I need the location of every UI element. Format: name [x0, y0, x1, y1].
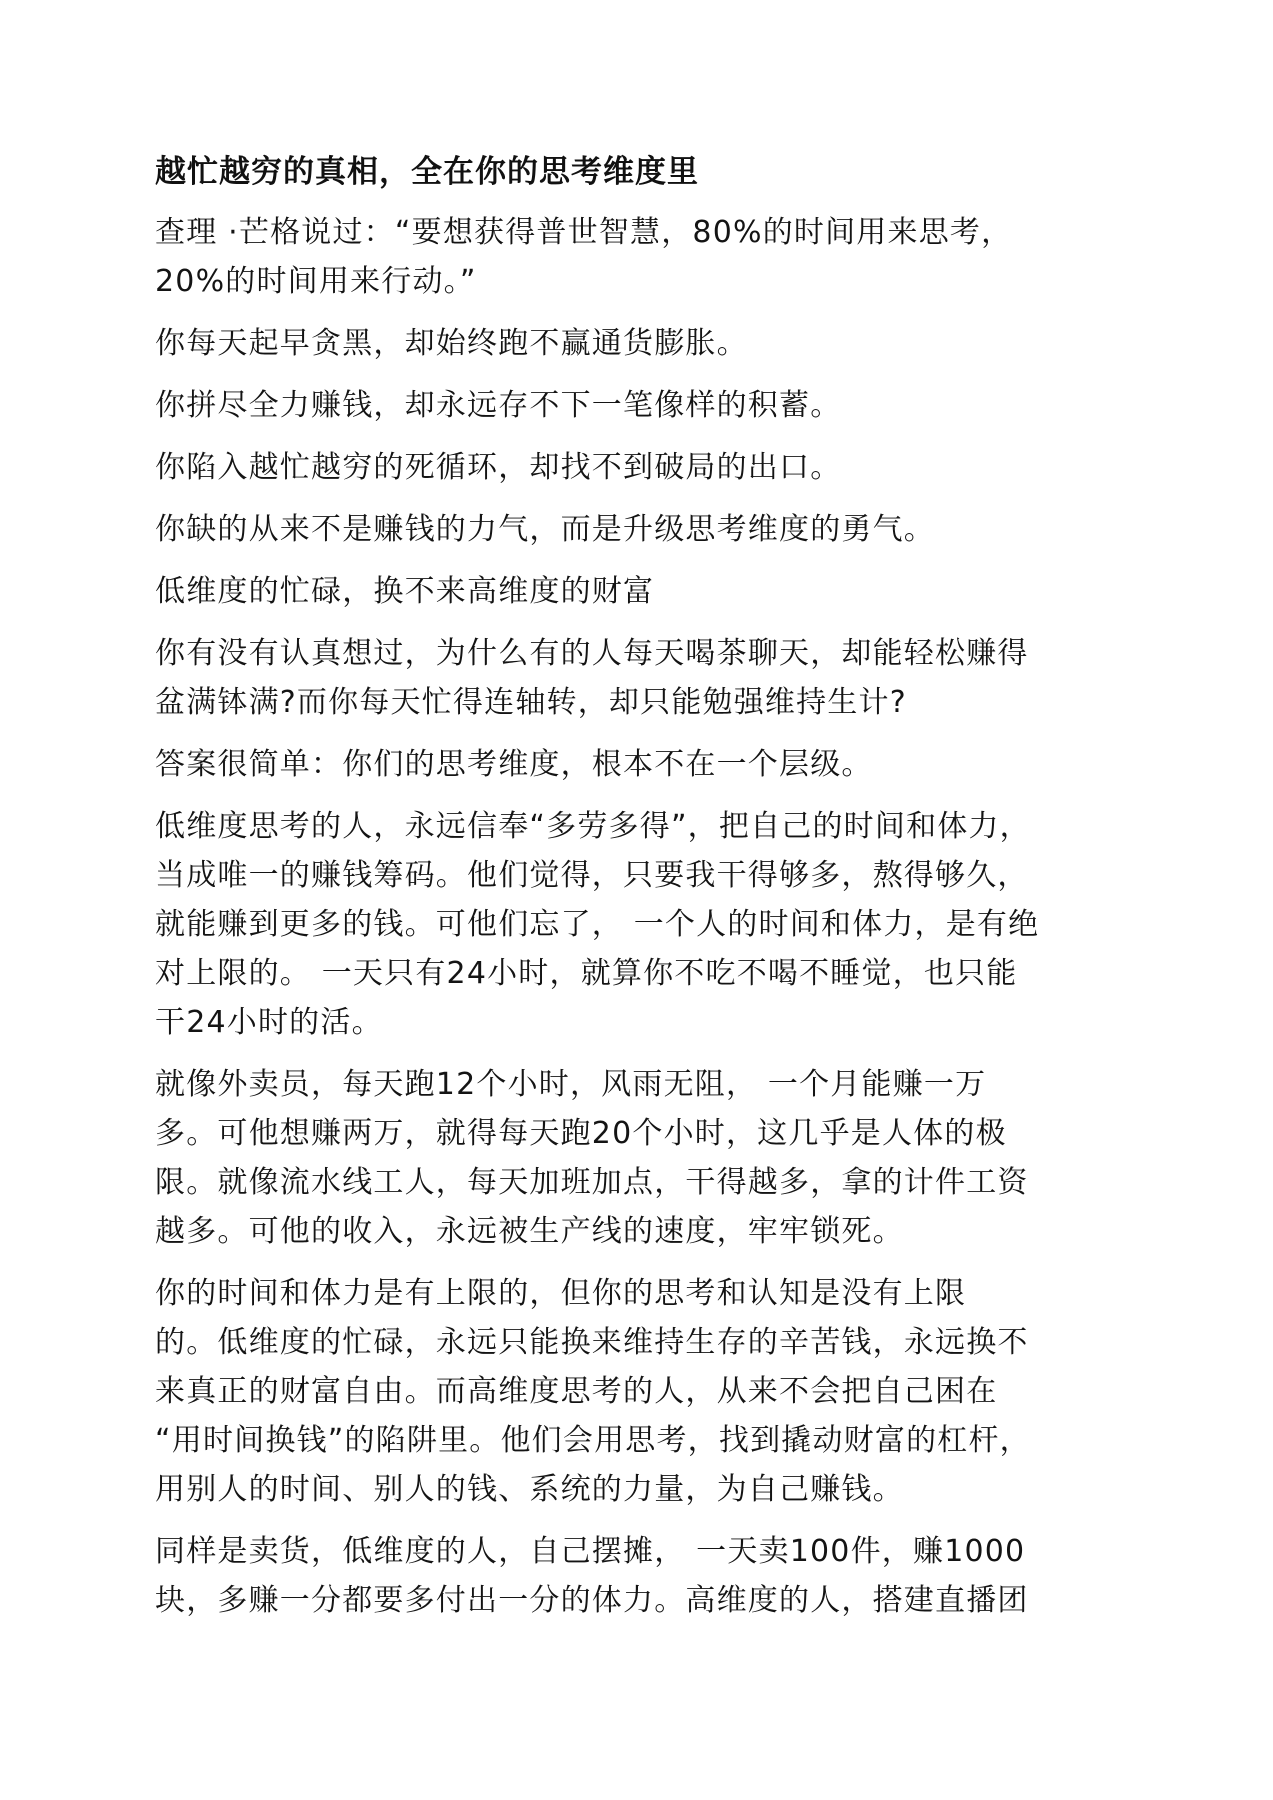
text-line: 当成唯一的赚钱筹码。他们觉得，只要我干得够多，熬得够久， — [155, 858, 1029, 893]
paragraph — [155, 1527, 1120, 1625]
paragraph — [155, 1060, 1120, 1256]
paragraph — [155, 1269, 1120, 1514]
text-line: 低维度思考的人，永远信奉“多劳多得”，把自己的时间和体力， — [155, 809, 1031, 844]
text-line: 你的时间和体力是有上限的，但你的思考和认知是没有上限 — [155, 1276, 967, 1311]
article — [155, 148, 1120, 1638]
text-line: 你有没有认真想过，为什么有的人每天喝茶聊天，却能轻松赚得 — [155, 636, 1029, 671]
text-line: 盆满钵满?而你每天忙得连轴转，却只能勉强维持生计? — [155, 685, 907, 720]
article-body — [155, 208, 1120, 1625]
text-line: 就能赚到更多的钱。可他们忘了， 一个人的时间和体力，是有绝 — [155, 907, 1040, 942]
text-line: 对上限的。 一天只有24小时，就算你不吃不喝不睡觉，也只能 — [155, 956, 1018, 991]
paragraph — [155, 629, 1120, 727]
text-line: 你每天起早贪黑，却始终跑不赢通货膨胀。 — [155, 326, 748, 361]
text-line: 就像外卖员，每天跑12个小时，风雨无阻， 一个月能赚一万 — [155, 1067, 987, 1102]
paragraph — [155, 208, 1120, 306]
text-line: “用时间换钱”的陷阱里。他们会用思考，找到撬动财富的杠杆， — [155, 1423, 1031, 1458]
paragraph — [155, 319, 1120, 368]
paragraph — [155, 381, 1120, 430]
text-line: 低维度的忙碌，换不来高维度的财富 — [155, 574, 655, 609]
text-line: 20%的时间用来行动。” — [155, 264, 477, 299]
text-line: 你拼尽全力赚钱，却永远存不下一笔像样的积蓄。 — [155, 388, 842, 423]
text-line: 答案很简单：你们的思考维度，根本不在一个层级。 — [155, 747, 873, 782]
text-line: 块，多赚一分都要多付出一分的体力。高维度的人，搭建直播团 — [155, 1583, 1029, 1618]
text-line: 用别人的时间、别人的钱、系统的力量，为自己赚钱。 — [155, 1472, 904, 1507]
paragraph — [155, 505, 1120, 554]
text-line: 越多。可他的收入，永远被生产线的速度，牢牢锁死。 — [155, 1214, 904, 1249]
text-line: 多。可他想赚两万，就得每天跑20个小时，这几乎是人体的极 — [155, 1116, 1007, 1151]
text-line: 你缺的从来不是赚钱的力气，而是升级思考维度的勇气。 — [155, 512, 935, 547]
text-line: 查理 ·芒格说过：“要想获得普世智慧，80%的时间用来思考， — [155, 215, 1013, 250]
paragraph — [155, 802, 1120, 1047]
paragraph — [155, 567, 1120, 616]
text-line: 来真正的财富自由。而高维度思考的人，从来不会把自己困在 — [155, 1374, 998, 1409]
text-line: 你陷入越忙越穷的死循环，却找不到破局的出口。 — [155, 450, 842, 485]
article-title: 越忙越穷的真相，全在你的思考维度里 — [155, 154, 699, 190]
text-line: 同样是卖货，低维度的人，自己摆摊， 一天卖100件，赚1000 — [155, 1534, 1026, 1569]
paragraph — [155, 740, 1120, 789]
text-line: 限。就像流水线工人，每天加班加点，干得越多，拿的计件工资 — [155, 1165, 1029, 1200]
text-line: 干24小时的活。 — [155, 1005, 383, 1040]
paragraph — [155, 443, 1120, 492]
text-line: 的。低维度的忙碌，永远只能换来维持生存的辛苦钱，永远换不 — [155, 1325, 1029, 1360]
